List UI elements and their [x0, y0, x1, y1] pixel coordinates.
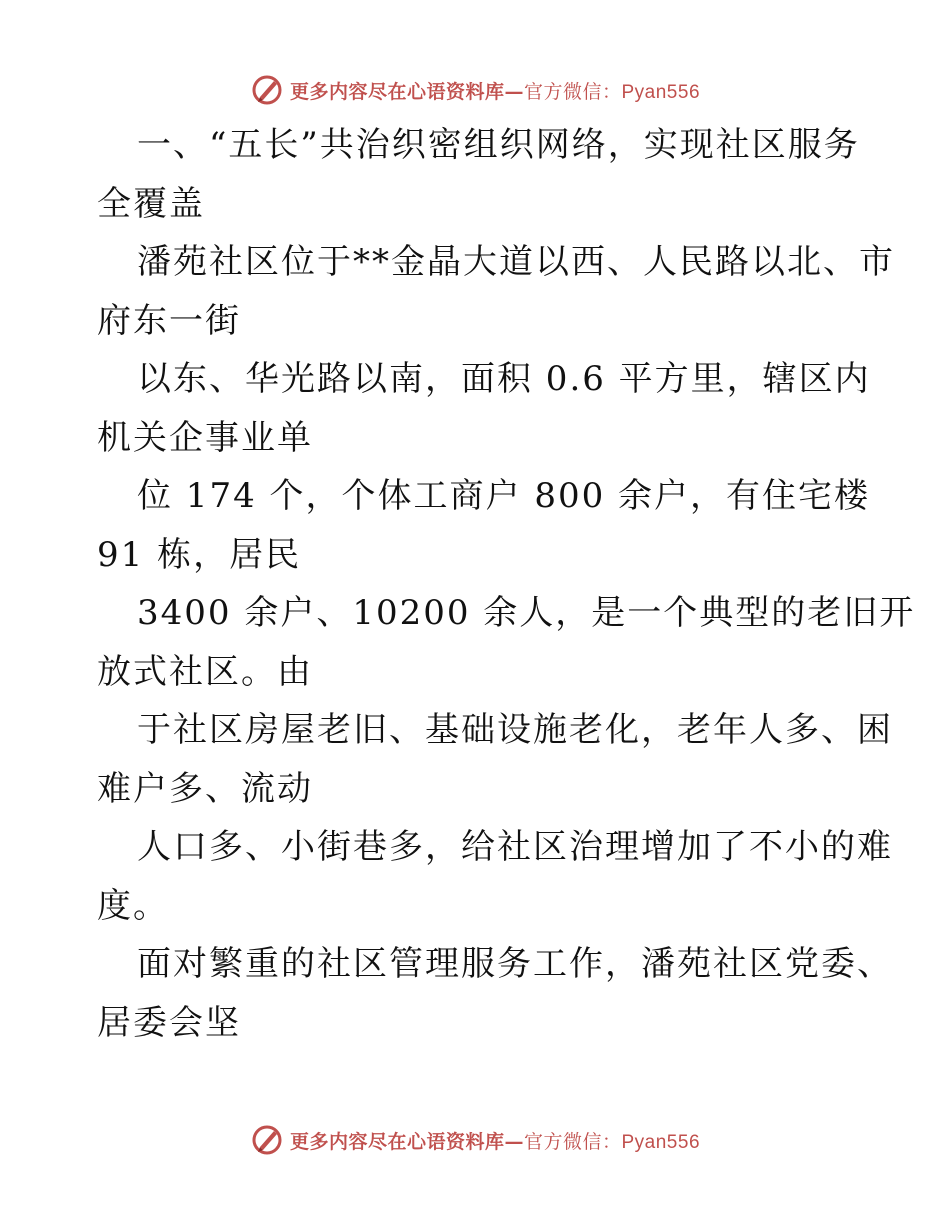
text-line: 3400 余户、10200 余人，是一个典型的老旧开 — [137, 593, 916, 633]
text-line: 机关企事业单 — [97, 417, 313, 458]
text-line: 以东、华光路以南，面积 0.6 平方里，辖区内 — [137, 359, 871, 399]
pen-logo-icon — [250, 1123, 284, 1157]
text-line: 一、“五长”共治织密组织网络，实现社区服务 — [137, 125, 860, 165]
watermark-text — [290, 77, 700, 104]
watermark-handle: Pyan556 — [621, 1131, 701, 1153]
watermark-handle: Pyan556 — [621, 81, 701, 103]
footer-watermark — [0, 1120, 950, 1160]
pen-logo-icon — [250, 73, 284, 107]
text-line: 91 栋，居民 — [97, 534, 302, 575]
watermark-dash: — — [504, 80, 524, 103]
text-line: 潘苑社区位于**金晶大道以西、人民路以北、市 — [137, 242, 895, 282]
text-line: 人口多、小街巷多，给社区治理增加了不小的难 — [137, 827, 893, 867]
text-line: 难户多、流动 — [97, 768, 313, 809]
watermark-prefix: 更多内容尽在心语资料库 — [289, 1130, 505, 1153]
text-line: 度。 — [97, 885, 169, 926]
document-body — [97, 116, 916, 1052]
text-line: 居委会坚 — [97, 1002, 241, 1043]
watermark-text — [290, 1127, 700, 1154]
watermark-prefix: 更多内容尽在心语资料库 — [289, 80, 505, 103]
text-line: 全覆盖 — [97, 183, 205, 224]
text-line: 于社区房屋老旧、基础设施老化，老年人多、困 — [137, 710, 893, 750]
watermark-label: 官方微信： — [523, 1130, 622, 1153]
text-line: 府东一街 — [97, 300, 241, 341]
header-watermark — [0, 70, 950, 110]
watermark-label: 官方微信： — [523, 80, 622, 103]
text-line: 面对繁重的社区管理服务工作，潘苑社区党委、 — [137, 944, 893, 984]
text-line: 放式社区。由 — [97, 651, 313, 692]
text-line: 位 174 个，个体工商户 800 余户，有住宅楼 — [137, 476, 871, 516]
watermark-dash: — — [504, 1130, 524, 1153]
